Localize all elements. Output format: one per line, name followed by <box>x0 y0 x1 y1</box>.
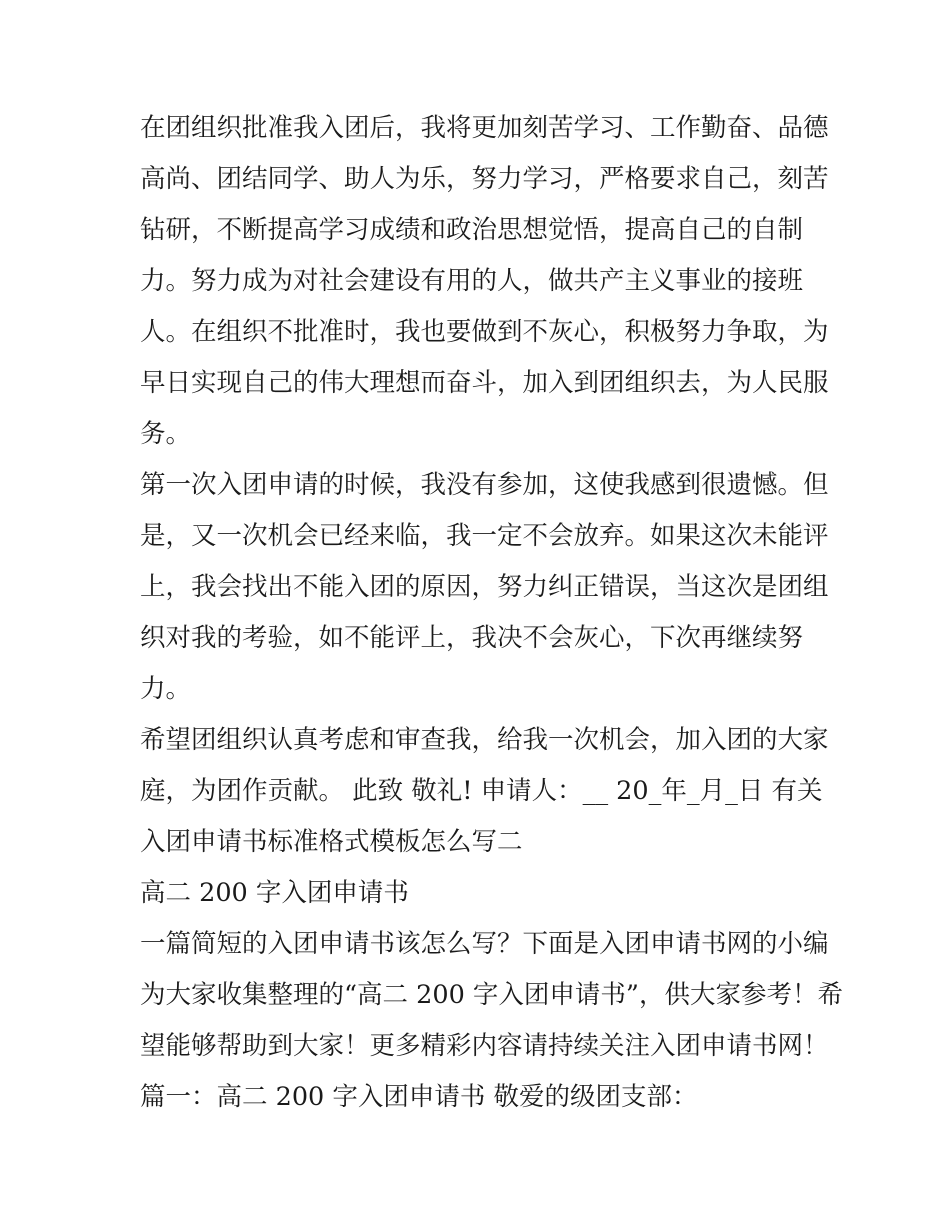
section-heading: 高二 200 字入团申请书 <box>140 878 409 908</box>
text-line: 力。努力成为对社会建设有用的人，做共产主义事业的接班 <box>140 266 804 296</box>
text-line: 为大家收集整理的“高二 200 字入团申请书”，供大家参考！希 <box>140 980 843 1010</box>
text-line: 是，又一次机会已经来临，我一定不会放弃。如果这次未能评 <box>140 521 829 551</box>
text-line: 力。 <box>140 674 192 704</box>
text-line: 人。在组织不批准时，我也要做到不灰心，积极努力争取，为 <box>140 317 829 347</box>
text-line: 织对我的考验，如不能评上，我决不会灰心，下次再继续努 <box>140 623 804 653</box>
text-line: 务。 <box>140 419 192 449</box>
text-line: 希望团组织认真考虑和审查我，给我一次机会，加入团的大家 <box>140 725 829 755</box>
section-heading: 入团申请书标准格式模板怎么写二 <box>140 827 523 857</box>
text-line: 望能够帮助到大家！更多精彩内容请持续关注入团申请书网！ <box>140 1031 829 1061</box>
text-line: 钻研，不断提高学习成绩和政治思想觉悟，提高自己的自制 <box>140 215 804 245</box>
text-line: 第一次入团申请的时候，我没有参加，这使我感到很遗憾。但 <box>140 470 829 500</box>
text-line: 篇一：高二 200 字入团申请书 敬爱的级团支部： <box>140 1082 698 1112</box>
text-line: 在团组织批准我入团后，我将更加刻苦学习、工作勤奋、品德 <box>140 113 829 143</box>
text-line: 庭，为团作贡献。 此致 敬礼! 申请人：__ 20_年_月_日 有关 <box>140 776 823 806</box>
text-line: 早日实现自己的伟大理想而奋斗，加入到团组织去，为人民服 <box>140 368 829 398</box>
text-line: 一篇简短的入团申请书该怎么写？下面是入团申请书网的小编 <box>140 929 829 959</box>
document-body <box>140 103 843 1123</box>
text-line: 高尚、团结同学、助人为乐，努力学习，严格要求自己，刻苦 <box>140 164 829 194</box>
text-line: 上，我会找出不能入团的原因，努力纠正错误，当这次是团组 <box>140 572 829 602</box>
